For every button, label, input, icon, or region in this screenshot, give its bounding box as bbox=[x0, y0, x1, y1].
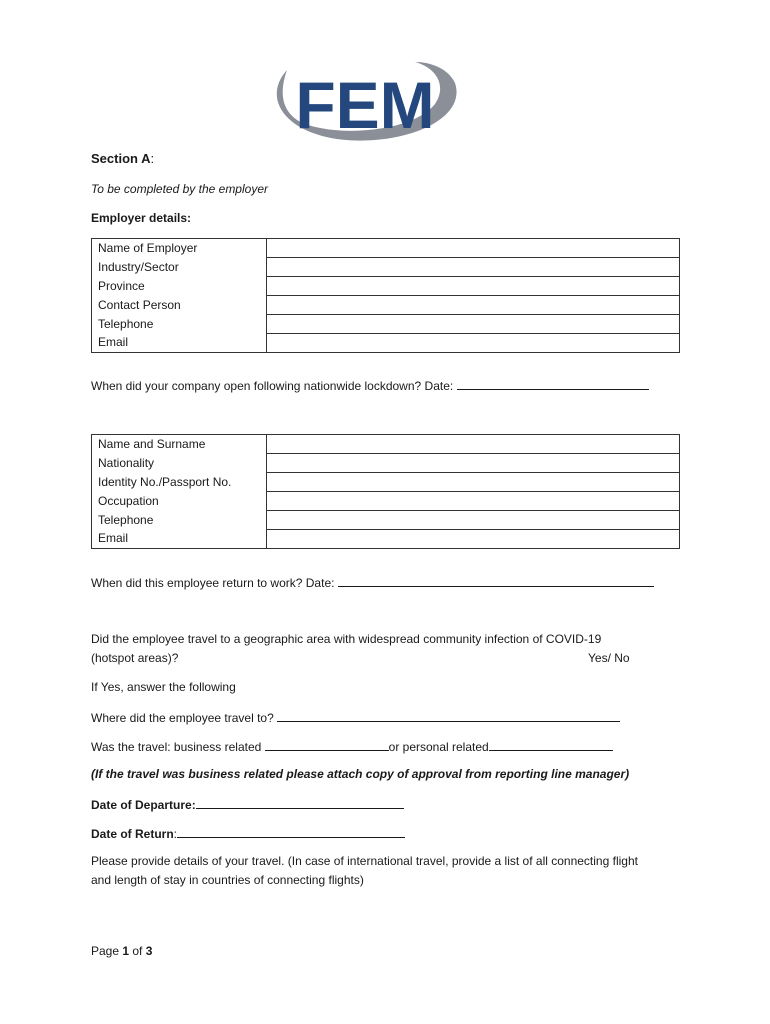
table-row bbox=[92, 277, 680, 296]
row-label: Nationality bbox=[92, 454, 267, 473]
province-field[interactable] bbox=[267, 277, 680, 296]
employer-details-heading: Employer details: bbox=[91, 211, 192, 225]
travel-question-line2: (hotspot areas)? bbox=[91, 651, 179, 665]
page-number-footer bbox=[91, 944, 152, 958]
table-row bbox=[92, 258, 680, 277]
page-current: 1 bbox=[122, 944, 130, 958]
employee-details-table bbox=[91, 434, 680, 549]
table-row bbox=[92, 530, 680, 549]
identity-passport-field[interactable] bbox=[267, 473, 680, 492]
row-label: Name of Employer bbox=[92, 239, 267, 258]
row-label: Email bbox=[92, 334, 267, 353]
row-label: Occupation bbox=[92, 492, 267, 511]
row-label: Contact Person bbox=[92, 296, 267, 315]
table-row bbox=[92, 435, 680, 454]
row-label: Telephone bbox=[92, 511, 267, 530]
section-heading-colon: : bbox=[150, 151, 155, 166]
occupation-field[interactable] bbox=[267, 492, 680, 511]
travel-type-prefix: Was the travel: business related bbox=[91, 740, 265, 754]
departure-date-field[interactable] bbox=[196, 796, 404, 809]
return-work-question bbox=[91, 574, 654, 590]
travel-destination-field[interactable] bbox=[277, 709, 620, 722]
travel-type-middle: or personal related bbox=[388, 740, 489, 754]
table-row bbox=[92, 454, 680, 473]
row-label: Email bbox=[92, 530, 267, 549]
row-label: Industry/Sector bbox=[92, 258, 267, 277]
travel-details-line2: and length of stay in countries of connecting flights) bbox=[91, 873, 364, 887]
industry-sector-field[interactable] bbox=[267, 258, 680, 277]
employee-email-field[interactable] bbox=[267, 530, 680, 549]
departure-date-row bbox=[91, 796, 404, 812]
table-row bbox=[92, 473, 680, 492]
page-prefix: Page bbox=[91, 944, 123, 958]
contact-person-field[interactable] bbox=[267, 296, 680, 315]
table-row bbox=[92, 511, 680, 530]
row-label: Identity No./Passport No. bbox=[92, 473, 267, 492]
travel-type-question bbox=[91, 738, 613, 754]
fem-logo bbox=[265, 58, 465, 148]
travel-yes-no-options[interactable]: Yes/ No bbox=[588, 651, 630, 665]
return-date-row bbox=[91, 825, 405, 841]
return-label: Date of Return bbox=[91, 827, 174, 841]
company-open-date-field[interactable] bbox=[457, 377, 649, 390]
table-row bbox=[92, 315, 680, 334]
table-row bbox=[92, 296, 680, 315]
travel-destination-question bbox=[91, 709, 620, 725]
return-work-date-field[interactable] bbox=[338, 574, 654, 587]
departure-label: Date of Departure bbox=[91, 798, 192, 812]
subtitle: To be completed by the employer bbox=[91, 182, 268, 196]
employee-telephone-field[interactable] bbox=[267, 511, 680, 530]
if-yes-instruction: If Yes, answer the following bbox=[91, 680, 236, 694]
page-total: 3 bbox=[145, 944, 153, 958]
return-colon: : bbox=[173, 827, 178, 841]
return-work-text: When did this employee return to work? Date: bbox=[91, 576, 338, 590]
row-label: Province bbox=[92, 277, 267, 296]
return-date-field[interactable] bbox=[177, 825, 405, 838]
business-related-field[interactable] bbox=[265, 738, 389, 751]
employer-name-field[interactable] bbox=[267, 239, 680, 258]
section-heading bbox=[91, 151, 154, 166]
row-label: Telephone bbox=[92, 315, 267, 334]
table-row bbox=[92, 239, 680, 258]
table-row bbox=[92, 492, 680, 511]
travel-destination-text: Where did the employee travel to? bbox=[91, 711, 278, 725]
approval-note: (If the travel was business related please attach copy of approval from reporting line manager) bbox=[91, 767, 630, 781]
company-open-text: When did your company open following nationwide lockdown? Date: bbox=[91, 379, 457, 393]
page-middle: of bbox=[129, 944, 146, 958]
company-open-question bbox=[91, 377, 649, 393]
employer-details-table bbox=[91, 238, 680, 353]
employer-telephone-field[interactable] bbox=[267, 315, 680, 334]
travel-question-line1: Did the employee travel to a geographic area with widespread community infection of COVID-19 bbox=[91, 632, 602, 646]
section-heading-label: Section A bbox=[91, 151, 151, 166]
personal-related-field[interactable] bbox=[489, 738, 613, 751]
travel-details-line1: Please provide details of your travel. (In case of international travel, provide a list of all connecting flight bbox=[91, 854, 638, 868]
departure-colon: : bbox=[191, 798, 196, 812]
table-row bbox=[92, 334, 680, 353]
nationality-field[interactable] bbox=[267, 454, 680, 473]
employer-email-field[interactable] bbox=[267, 334, 680, 353]
employee-name-field[interactable] bbox=[267, 435, 680, 454]
logo-text: FEM bbox=[295, 68, 435, 142]
row-label: Name and Surname bbox=[92, 435, 267, 454]
